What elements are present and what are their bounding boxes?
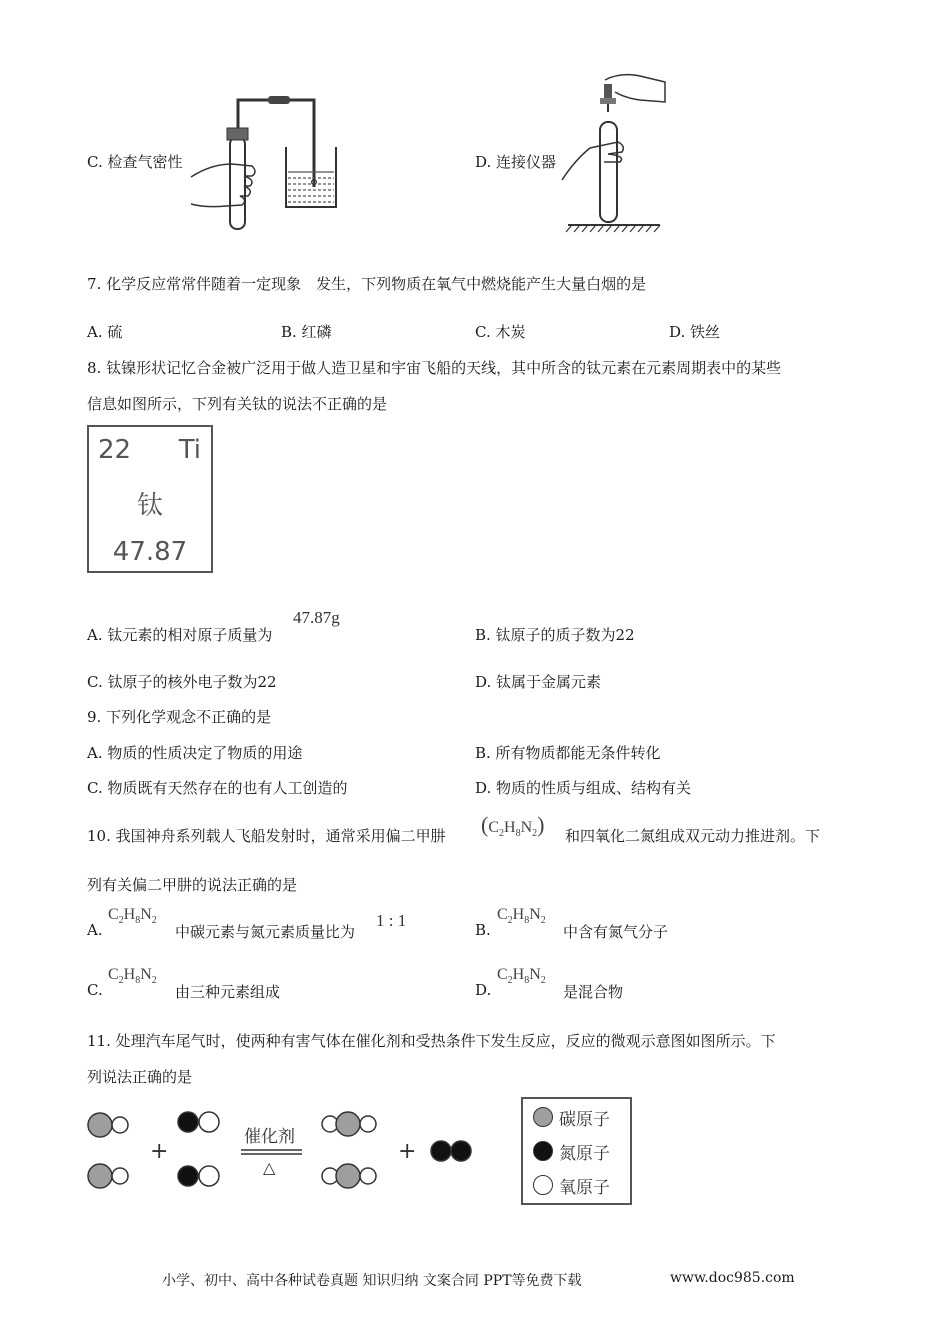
q9-option-d: D. 物质的性质与组成、结构有关 bbox=[475, 779, 692, 797]
q6-option-c: C. 检查气密性 bbox=[87, 153, 183, 171]
connect-apparatus-figure bbox=[560, 70, 670, 235]
q11-stem-line1: 11. 处理汽车尾气时，使两种有害气体在催化剂和受热条件下发生反应，反应的微观示意图如图所示。下 bbox=[87, 1032, 776, 1050]
periodic-element-card bbox=[87, 425, 213, 573]
q8-option-b: B. 钛原子的质子数为22 bbox=[475, 626, 635, 644]
co2-molecule bbox=[322, 1112, 376, 1136]
nitrogen-atom-icon bbox=[533, 1141, 553, 1161]
oxygen-atom-icon bbox=[533, 1175, 553, 1195]
q8-option-a-value: 47.87g bbox=[293, 608, 340, 627]
q10-option-c-formula: $C_2H_8N_2$ bbox=[108, 966, 157, 987]
atomic-number: 22 bbox=[98, 435, 132, 465]
q10-stem-line2: 列有关偏二甲肼的说法正确的是 bbox=[87, 876, 298, 894]
q10-option-b-formula: $C_2H_8N_2$ bbox=[497, 906, 546, 927]
q10-option-a-ratio: 1 : 1 bbox=[376, 911, 407, 930]
q7-stem: 7. 化学反应常常伴随着一定现象 发生，下列物质在氧气中燃烧能产生大量白烟的是 bbox=[87, 275, 647, 293]
q10-option-b-text: 中含有氮气分子 bbox=[563, 923, 669, 941]
co-molecule bbox=[88, 1113, 128, 1137]
atomic-mass: 47.87 bbox=[112, 537, 188, 567]
q9-stem: 9. 下列化学观念不正确的是 bbox=[87, 708, 272, 726]
no-molecule bbox=[178, 1112, 219, 1132]
element-name: 钛 bbox=[136, 491, 163, 521]
q10-stem-part2: 和四氧化二氮组成双元动力推进剂。下 bbox=[565, 827, 821, 845]
q6-option-d: D. 连接仪器 bbox=[475, 153, 557, 171]
plus-sign: + bbox=[398, 1139, 417, 1164]
footer-text: 小学、初中、高中各种试卷真题 知识归纳 文案合同 PPT等免费下载 bbox=[162, 1273, 582, 1289]
footer-url[interactable]: www.doc985.com bbox=[670, 1270, 795, 1286]
q8-stem-line2: 信息如图所示，下列有关钛的说法不正确的是 bbox=[87, 395, 388, 413]
no-molecule bbox=[178, 1166, 219, 1186]
legend-item-nitrogen: 氮原子 bbox=[533, 1138, 610, 1164]
q10-option-b-label: B. bbox=[475, 921, 491, 939]
q7-option-d: D. 铁丝 bbox=[669, 323, 721, 341]
co-molecule bbox=[88, 1164, 128, 1188]
q10-option-c-label: C. bbox=[87, 981, 103, 999]
element-symbol: Ti bbox=[178, 435, 201, 465]
q8-stem-line1: 8. 钛镍形状记忆合金被广泛用于做人造卫星和宇宙飞船的天线，其中所含的钛元素在元素周期表中的某些 bbox=[87, 359, 782, 377]
q9-option-b: B. 所有物质都能无条件转化 bbox=[475, 744, 661, 762]
q11-stem-line2: 列说法正确的是 bbox=[87, 1068, 193, 1086]
reaction-diagram bbox=[80, 1100, 480, 1200]
airtightness-check-figure bbox=[186, 92, 346, 237]
q10-option-a-text: 中碳元素与氮元素质量比为 bbox=[175, 923, 356, 941]
q10-option-a-formula: $C_2H_8N_2$ bbox=[108, 906, 157, 927]
legend-item-oxygen: 氧原子 bbox=[533, 1172, 610, 1198]
q7-option-c: C. 木炭 bbox=[475, 323, 526, 341]
q10-stem-part1: 10. 我国神舟系列载人飞船发射时，通常采用偏二甲肼 bbox=[87, 827, 446, 845]
q10-option-c-text: 由三种元素组成 bbox=[175, 983, 281, 1001]
legend-item-carbon: 碳原子 bbox=[533, 1104, 610, 1130]
atom-legend bbox=[521, 1097, 632, 1205]
q9-option-a: A. 物质的性质决定了物质的用途 bbox=[87, 744, 303, 762]
carbon-atom-icon bbox=[533, 1107, 553, 1127]
q8-option-a: A. 钛元素的相对原子质量为 bbox=[87, 626, 273, 644]
q10-option-d-label: D. bbox=[475, 981, 492, 999]
catalyst-label: 催化剂 bbox=[244, 1127, 295, 1147]
q10-stem-formula: $(C_2H_8N_2)$ bbox=[481, 812, 545, 840]
q10-option-a-label: A. bbox=[87, 921, 103, 939]
co2-molecule bbox=[322, 1164, 376, 1188]
q9-option-c: C. 物质既有天然存在的也有人工创造的 bbox=[87, 779, 348, 797]
plus-sign: + bbox=[150, 1139, 169, 1164]
q10-option-d-text: 是混合物 bbox=[563, 983, 624, 1001]
n2-molecule bbox=[431, 1141, 471, 1161]
q8-option-c: C. 钛原子的核外电子数为22 bbox=[87, 673, 277, 691]
q7-option-b: B. 红磷 bbox=[281, 323, 332, 341]
q8-option-d: D. 钛属于金属元素 bbox=[475, 673, 602, 691]
q7-option-a: A. 硫 bbox=[87, 323, 123, 341]
q10-option-d-formula: $C_2H_8N_2$ bbox=[497, 966, 546, 987]
heat-symbol: △ bbox=[263, 1158, 276, 1177]
